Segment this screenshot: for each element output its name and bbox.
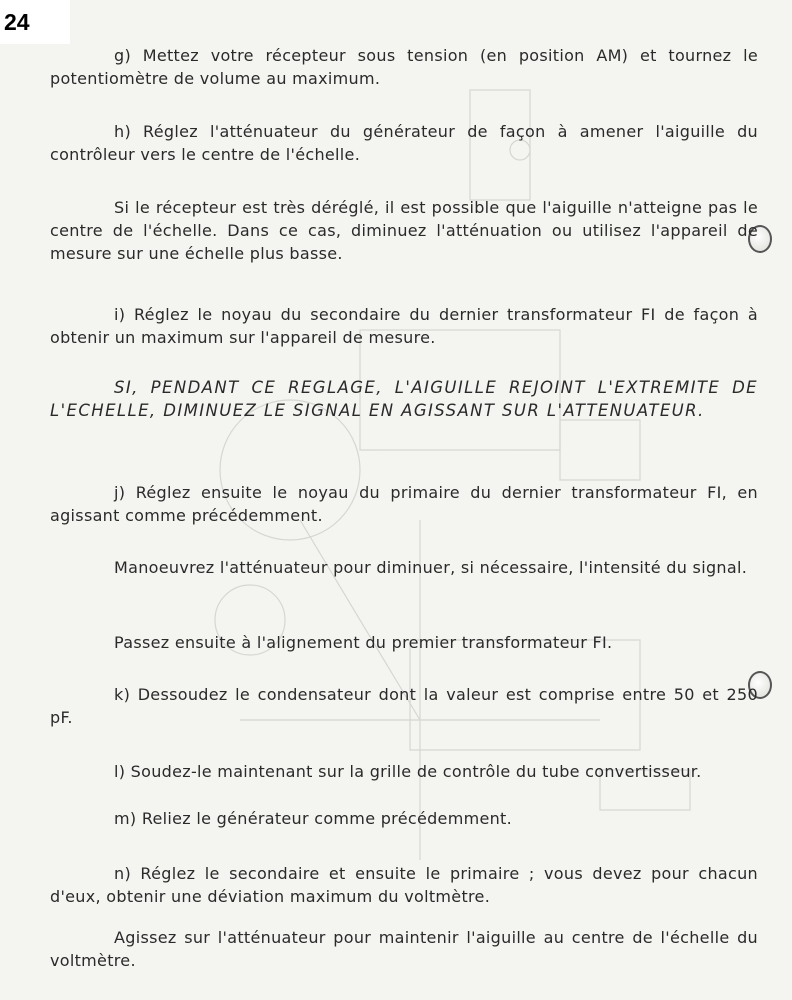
paragraph-agissez (50, 926, 758, 972)
paragraph-g-text: g) Mettez votre récepteur sous tension (en position AM) et tournez le potentiomètre de volume au maximum. (50, 46, 758, 88)
paragraph-h (50, 120, 758, 166)
paragraph-i (50, 303, 758, 349)
paragraph-g (50, 44, 758, 90)
paragraph-n (50, 862, 758, 908)
paragraph-passez-text: Passez ensuite à l'alignement du premier transformateur FI. (114, 633, 613, 652)
paragraph-manoeuvrez-text: Manoeuvrez l'atténuateur pour diminuer, si nécessaire, l'intensité du signal. (114, 558, 748, 577)
paragraph-manoeuvrez (50, 556, 758, 579)
paragraph-passez (50, 631, 758, 654)
paragraph-si (50, 196, 758, 265)
paragraph-j-text: j) Réglez ensuite le noyau du primaire du dernier transformateur FI, en agissant comme précédemment. (50, 483, 758, 525)
paragraph-k (50, 683, 758, 729)
caution-text: SI, PENDANT CE REGLAGE, L'AIGUILLE REJOINT L'EXTREMITE DE L'ECHELLE, DIMINUEZ LE SIGNAL EN AGISSANT SUR L'ATTENUATEUR. (50, 378, 758, 420)
page-number: 24 (0, 0, 70, 44)
paragraph-si-text: Si le récepteur est très déréglé, il est possible que l'aiguille n'atteigne pas le centre de l'échelle. Dans ce cas, diminuez l'atténuation ou utilisez l'appareil de mesure sur une échelle plus basse. (50, 198, 758, 263)
paragraph-m-text: m) Reliez le générateur comme précédemment. (114, 809, 513, 828)
caution-paragraph (50, 376, 758, 422)
paragraph-j (50, 481, 758, 527)
paragraph-l-text: l) Soudez-le maintenant sur la grille de contrôle du tube convertisseur. (114, 762, 702, 781)
paragraph-k-text: k) Dessoudez le condensateur dont la valeur est comprise entre 50 et 250 pF. (50, 685, 758, 727)
paragraph-h-text: h) Réglez l'atténuateur du générateur de façon à amener l'aiguille du contrôleur vers le centre de l'échelle. (50, 122, 758, 164)
paragraph-i-text: i) Réglez le noyau du secondaire du dernier transformateur FI de façon à obtenir un maximum sur l'appareil de mesure. (50, 305, 758, 347)
paragraph-agissez-text: Agissez sur l'atténuateur pour maintenir l'aiguille au centre de l'échelle du voltmètre. (50, 928, 758, 970)
paragraph-n-text: n) Réglez le secondaire et ensuite le primaire ; vous devez pour chacun d'eux, obtenir une déviation maximum du voltmètre. (50, 864, 758, 906)
paragraph-m (50, 807, 758, 830)
paragraph-l (50, 760, 758, 783)
